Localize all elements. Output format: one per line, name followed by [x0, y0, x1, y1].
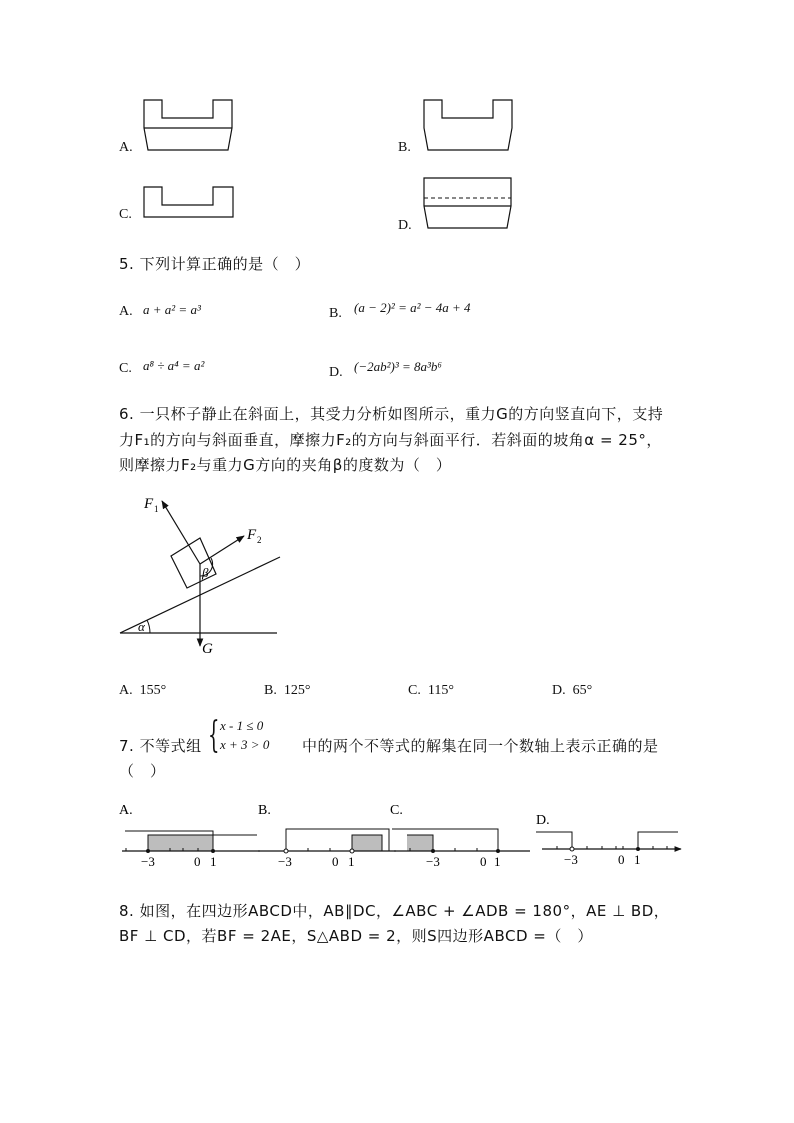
q5-option-b-expr: (a − 2)² = a² − 4a + 4: [354, 300, 471, 315]
q7-option-d-line: [536, 832, 681, 867]
q6-line-1: 6. 一只杯子静止在斜面上，其受力分析如图所示，重力G的方向竖直向下，支持: [119, 405, 664, 423]
q5-option-c-label: C.: [119, 361, 132, 376]
q7-option-c-label: C.: [390, 803, 403, 818]
f2-label: F: [247, 527, 257, 543]
svg-text:1: 1: [494, 854, 501, 869]
q4-option-b-figure: [420, 98, 520, 156]
f2-subscript: 2: [257, 535, 262, 545]
beta-label: β: [202, 565, 209, 580]
q5-option-c-expr: a⁸ ÷ a⁴ = a²: [143, 358, 205, 373]
q4-option-d-label: D.: [398, 218, 412, 233]
q4-option-a-label: A.: [119, 140, 133, 155]
f1-subscript: 1: [154, 504, 159, 514]
q6-line-2: 力F₁的方向与斜面垂直，摩擦力F₂的方向与斜面平行．若斜面的坡角α = 25°，: [119, 431, 662, 449]
q4-option-a-figure: [140, 98, 240, 156]
q7-inequality-system: [208, 716, 288, 762]
q8-line-1: 8. 如图，在四边形ABCD中，AB∥DC，∠ABC + ∠ADB = 180°，AE ⊥ BD，: [119, 902, 670, 920]
q4-option-c-label: C.: [119, 207, 132, 222]
q5-option-b-label: B.: [329, 306, 342, 321]
q7-inequality-2: x + 3 > 0: [220, 737, 270, 752]
shaded-region: [148, 835, 213, 851]
q7-brace: {: [208, 715, 220, 756]
q7-option-c-line: [392, 829, 530, 869]
svg-text:−3: −3: [564, 852, 578, 867]
q7-suffix: 中的两个不等式的解集在同一个数轴上表示正确的是: [302, 737, 659, 755]
q7-inequality-1: x - 1 ≤ 0: [220, 718, 264, 733]
q6-option-d: D. 65°: [552, 683, 593, 698]
q8-line-2: BF ⊥ CD，若BF = 2AE，S△ABD = 2，则S四边形ABCD =（ ）: [119, 927, 593, 945]
q7-paren: （ ）: [119, 762, 166, 780]
f1-label: F: [144, 496, 154, 512]
q7-option-a-line: [122, 831, 260, 869]
q4-option-d-figure: [420, 176, 520, 234]
q5-option-d-label: D.: [329, 365, 343, 380]
svg-text:0: 0: [618, 852, 625, 867]
q6-option-b: B. 125°: [264, 683, 311, 698]
friction-force-arrow: [200, 536, 244, 564]
svg-text:1: 1: [210, 854, 217, 869]
q6-option-c: C. 115°: [408, 683, 454, 698]
svg-text:0: 0: [194, 854, 201, 869]
q7-option-b-line: [258, 829, 396, 869]
q7-option-b-label: B.: [258, 803, 271, 818]
svg-text:1: 1: [634, 852, 641, 867]
q7-number-lines: [110, 798, 690, 878]
q4-option-c-figure: [140, 185, 240, 223]
q7-option-a-label: A.: [119, 803, 133, 818]
q5-option-a-label: A.: [119, 304, 133, 319]
cup-block: [171, 538, 216, 588]
alpha-arc: [147, 620, 150, 633]
q7-option-d-label: D.: [536, 813, 550, 828]
q4-option-b-label: B.: [398, 140, 411, 155]
q6-line-3: 则摩擦力F₂与重力G方向的夹角β的度数为（ ）: [119, 456, 452, 474]
svg-text:−3: −3: [278, 854, 292, 869]
q6-option-a: A. 155°: [119, 683, 167, 698]
q5-stem: 5. 下列计算正确的是（ ）: [119, 255, 311, 273]
svg-text:1: 1: [348, 854, 355, 869]
gravity-label: G: [202, 641, 213, 657]
svg-text:0: 0: [480, 854, 487, 869]
q5-option-d-expr: (−2ab²)³ = 8a³b⁶: [354, 359, 442, 374]
svg-text:−3: −3: [141, 854, 155, 869]
q5-option-a-expr: a + a² = a³: [143, 302, 201, 317]
q7-prefix: 7. 不等式组: [119, 737, 202, 755]
svg-text:0: 0: [332, 854, 339, 869]
alpha-label: α: [138, 619, 145, 634]
svg-text:−3: −3: [426, 854, 440, 869]
q6-force-diagram: [110, 490, 290, 658]
